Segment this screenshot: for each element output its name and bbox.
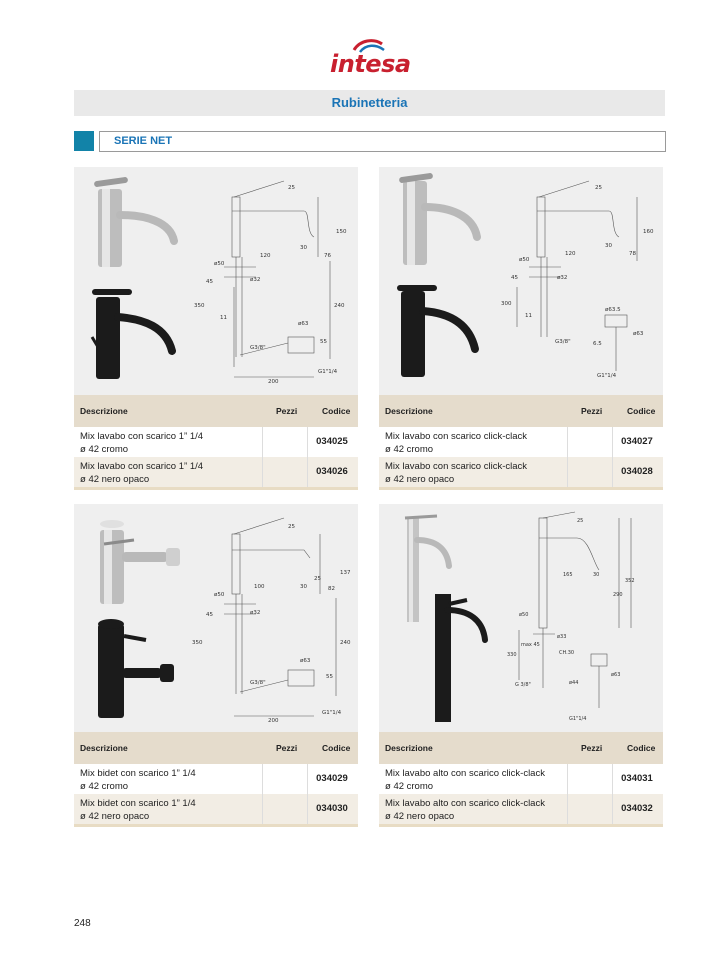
table-row <box>74 457 358 487</box>
dim-label: 25 <box>288 524 295 530</box>
col-pieces: Pezzi <box>276 743 298 753</box>
col-description: Descrizione <box>80 406 128 416</box>
table-row <box>379 764 663 794</box>
table-bottom-rule <box>379 824 663 827</box>
dim-label: 290 <box>613 592 623 598</box>
dim-label: ø50 <box>519 612 529 618</box>
col-pieces: Pezzi <box>581 406 603 416</box>
dim-label: 137 <box>340 570 351 576</box>
technical-drawing <box>517 181 637 371</box>
dim-label: 82 <box>328 586 335 592</box>
dim-label: 330 <box>507 652 517 658</box>
dim-label: 30 <box>605 243 612 249</box>
black-bidet-faucet-photo <box>98 619 174 718</box>
dim-label: G 3/8" <box>515 682 531 688</box>
pieces-cell[interactable] <box>567 457 613 487</box>
dim-label: 120 <box>260 253 271 259</box>
dim-label: 120 <box>565 251 576 257</box>
product-code: 034026 <box>316 466 348 477</box>
dim-label: 240 <box>334 303 345 309</box>
product-table <box>379 732 663 827</box>
pieces-cell[interactable] <box>567 794 613 824</box>
pieces-cell[interactable] <box>262 427 308 457</box>
product-code: 034032 <box>621 803 653 814</box>
dim-label: ø50 <box>214 261 225 267</box>
table-row <box>74 794 358 824</box>
dim-label: 200 <box>268 718 279 724</box>
dim-label: 76 <box>324 253 331 259</box>
col-code: Codice <box>627 406 656 416</box>
col-pieces: Pezzi <box>581 743 603 753</box>
dim-label: 25 <box>314 576 321 582</box>
row-description: Mix bidet con scarico 1” 1/4 ø 42 nero opaco <box>80 798 196 822</box>
pieces-cell[interactable] <box>567 764 613 794</box>
dim-label: ø63 <box>298 321 309 327</box>
dim-label: 45 <box>511 275 518 281</box>
col-pieces: Pezzi <box>276 406 298 416</box>
pieces-cell[interactable] <box>262 794 308 824</box>
product-code: 034031 <box>621 773 653 784</box>
product-code: 034028 <box>621 466 653 477</box>
pieces-cell[interactable] <box>262 457 308 487</box>
table-row <box>379 427 663 457</box>
dim-label: ø63.5 <box>605 307 621 313</box>
product-image <box>74 167 358 395</box>
dim-label: 350 <box>192 640 203 646</box>
pieces-cell[interactable] <box>567 427 613 457</box>
dim-label: ø32 <box>250 610 261 616</box>
row-description: Mix lavabo con scarico 1” 1/4 ø 42 cromo <box>80 431 204 455</box>
col-description: Descrizione <box>80 743 128 753</box>
table-row <box>74 427 358 457</box>
col-code: Codice <box>322 406 351 416</box>
product-code: 034029 <box>316 773 348 784</box>
black-faucet-photo <box>92 289 172 379</box>
dim-label: ø44 <box>569 680 579 686</box>
product-code: 034030 <box>316 803 348 814</box>
chrome-bidet-faucet-photo <box>100 520 180 604</box>
row-description: Mix lavabo con scarico 1” 1/4 ø 42 nero opaco <box>80 461 204 485</box>
table-bottom-rule <box>74 824 358 827</box>
series-title: SERIE NET <box>114 135 173 147</box>
product-table <box>74 732 358 827</box>
black-tall-faucet-photo <box>435 594 485 722</box>
row-description: Mix lavabo alto con scarico click-clack ø 42 cromo <box>385 768 545 792</box>
dim-label: 150 <box>336 229 347 235</box>
dim-label: 200 <box>268 379 279 385</box>
dim-label: 350 <box>194 303 205 309</box>
dim-label: ø63 <box>633 331 644 337</box>
dim-label: 165 <box>563 572 573 578</box>
dim-label: 30 <box>300 245 307 251</box>
row-description: Mix bidet con scarico 1” 1/4 ø 42 cromo <box>80 768 196 792</box>
table-header <box>379 395 663 427</box>
pieces-cell[interactable] <box>262 764 308 794</box>
col-code: Codice <box>322 743 351 753</box>
table-bottom-rule <box>379 487 663 490</box>
dim-label: CH.30 <box>559 650 575 656</box>
brand-name: intesa <box>330 50 411 78</box>
dim-label: G1"1/4 <box>569 716 587 722</box>
table-row <box>379 457 663 487</box>
table-bottom-rule <box>74 487 358 490</box>
series-title-box <box>99 131 666 152</box>
product-image <box>379 504 663 732</box>
dim-label: 45 <box>206 612 213 618</box>
dim-label: ø63 <box>611 672 621 678</box>
dim-label: ø63 <box>300 658 311 664</box>
technical-drawing <box>224 518 336 716</box>
row-description: Mix lavabo alto con scarico click-clack ø 42 nero opaco <box>385 798 545 822</box>
product-image <box>379 167 663 395</box>
col-description: Descrizione <box>385 743 433 753</box>
dim-label: 78 <box>629 251 636 257</box>
dim-label: 352 <box>625 578 635 584</box>
product-code: 034025 <box>316 436 348 447</box>
intesa-logo <box>330 36 410 80</box>
dim-label: 300 <box>501 301 512 307</box>
chrome-faucet-photo <box>399 173 477 265</box>
dim-label: 30 <box>593 572 600 578</box>
series-marker <box>74 131 94 151</box>
dim-label: G1"1/4 <box>597 373 617 379</box>
dim-label: ø50 <box>214 592 225 598</box>
page-title: Rubinetteria <box>331 95 408 110</box>
col-code: Codice <box>627 743 656 753</box>
product-table <box>74 395 358 490</box>
product-image <box>74 504 358 732</box>
dim-label: 25 <box>288 185 295 191</box>
dim-label: 11 <box>525 313 532 319</box>
dim-label: G3/8" <box>250 345 266 351</box>
row-description: Mix lavabo con scarico click-clack ø 42 nero opaco <box>385 461 528 485</box>
dim-label: G1"1/4 <box>322 710 342 716</box>
dim-label: ø32 <box>250 277 261 283</box>
row-description: Mix lavabo con scarico click-clack ø 42 cromo <box>385 431 528 455</box>
col-description: Descrizione <box>385 406 433 416</box>
dim-label: 11 <box>220 315 227 321</box>
chrome-faucet-photo <box>94 177 174 267</box>
dim-label: 6.5 <box>593 341 602 347</box>
dim-label: 55 <box>326 674 333 680</box>
dim-label: max 45 <box>521 642 540 648</box>
dim-label: ø33 <box>557 634 567 640</box>
table-header <box>379 732 663 764</box>
page-number: 248 <box>74 918 91 929</box>
table-row <box>379 794 663 824</box>
product-code: 034027 <box>621 436 653 447</box>
table-header <box>74 732 358 764</box>
technical-drawing <box>519 512 631 708</box>
dim-label: 55 <box>320 339 327 345</box>
table-row <box>74 764 358 794</box>
dim-label: 45 <box>206 279 213 285</box>
dim-label: G1"1/4 <box>318 369 338 375</box>
dim-label: G3/8" <box>250 680 266 686</box>
dim-label: 30 <box>300 584 307 590</box>
dim-label: G3/8" <box>555 339 571 345</box>
product-table <box>379 395 663 490</box>
dim-label: 160 <box>643 229 654 235</box>
section-header-bar <box>74 90 665 116</box>
table-header <box>74 395 358 427</box>
dim-label: 25 <box>595 185 602 191</box>
dim-label: ø50 <box>519 257 530 263</box>
technical-drawing <box>224 181 330 377</box>
dim-label: ø32 <box>557 275 568 281</box>
black-faucet-photo <box>397 285 475 377</box>
dim-label: 100 <box>254 584 265 590</box>
dim-label: 25 <box>577 518 584 524</box>
dim-label: 240 <box>340 640 351 646</box>
